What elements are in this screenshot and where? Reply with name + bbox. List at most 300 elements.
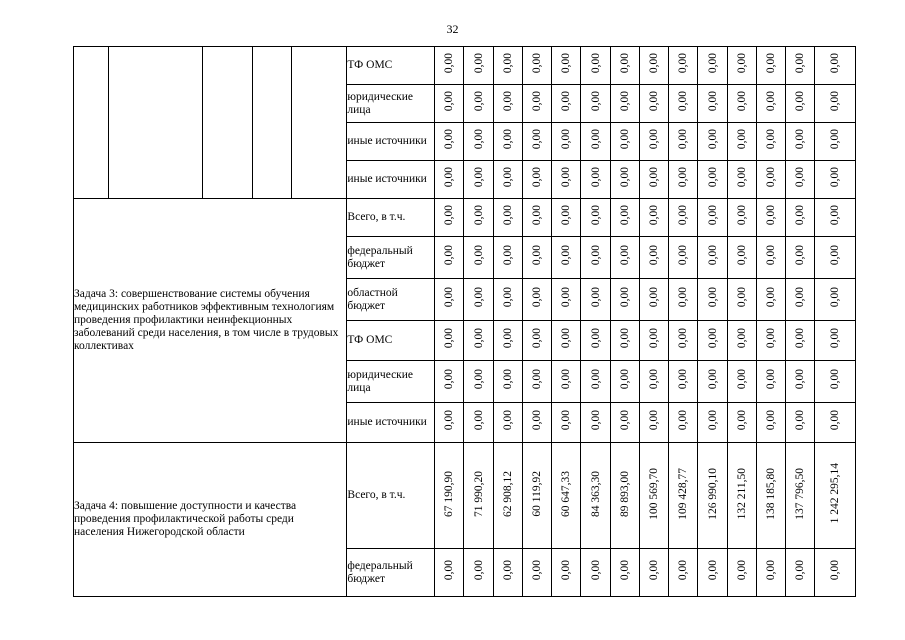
value-cell xyxy=(815,403,856,443)
value-text: 0,00 xyxy=(618,53,631,74)
value-text: 0,00 xyxy=(443,369,456,390)
value-cell xyxy=(727,237,756,279)
value-cell xyxy=(522,549,551,597)
value-cell xyxy=(815,161,856,199)
value-cell xyxy=(581,279,610,321)
value-text: 0,00 xyxy=(501,91,514,112)
value-cell xyxy=(610,161,639,199)
value-cell xyxy=(522,199,551,237)
value-cell xyxy=(669,279,698,321)
value-cell xyxy=(698,85,727,123)
value-text: 0,00 xyxy=(648,167,661,188)
value-text: 0,00 xyxy=(648,91,661,112)
value-text: 0,00 xyxy=(531,369,544,390)
source-label: федеральный бюджет xyxy=(347,549,435,597)
value-cell xyxy=(756,237,785,279)
value-cell xyxy=(493,161,522,199)
value-cell xyxy=(522,279,551,321)
value-text: 0,00 xyxy=(531,129,544,150)
value-text: 0,00 xyxy=(677,129,690,150)
value-cell xyxy=(522,237,551,279)
value-cell xyxy=(581,403,610,443)
value-text: 0,00 xyxy=(765,560,778,581)
value-cell xyxy=(493,85,522,123)
value-text: 100 569,70 xyxy=(648,467,661,520)
value-text: 60 647,33 xyxy=(560,470,573,517)
value-cell xyxy=(756,161,785,199)
value-cell xyxy=(610,47,639,85)
value-text: 0,00 xyxy=(501,287,514,308)
value-text: 1 242 295,14 xyxy=(829,463,842,524)
value-text: 0,00 xyxy=(472,560,485,581)
value-text: 0,00 xyxy=(677,287,690,308)
value-cell xyxy=(639,199,668,237)
value-text: 0,00 xyxy=(765,410,778,431)
value-text: 0,00 xyxy=(560,369,573,390)
value-text: 0,00 xyxy=(677,91,690,112)
value-cell xyxy=(815,443,856,549)
value-cell xyxy=(669,237,698,279)
value-text: 0,00 xyxy=(829,53,842,74)
value-cell xyxy=(669,361,698,403)
value-text: 0,00 xyxy=(677,245,690,266)
value-cell xyxy=(639,161,668,199)
value-text: 0,00 xyxy=(560,245,573,266)
value-text: 0,00 xyxy=(765,369,778,390)
value-cell xyxy=(698,321,727,361)
value-text: 0,00 xyxy=(618,205,631,226)
value-cell xyxy=(552,321,581,361)
source-label: иные источники xyxy=(347,123,435,161)
value-text: 0,00 xyxy=(706,205,719,226)
value-text: 0,00 xyxy=(589,369,602,390)
value-cell xyxy=(435,321,464,361)
value-cell xyxy=(786,361,815,403)
value-text: 0,00 xyxy=(794,129,807,150)
value-cell xyxy=(786,403,815,443)
value-cell xyxy=(786,321,815,361)
value-cell xyxy=(581,85,610,123)
task3-title: Задача 3: совершенствование системы обучения медицинских работников эффективным технологиям проведения профилактики неинфекционных заболеваний среди населения, в том числе в трудовых коллективах xyxy=(74,199,347,443)
value-cell xyxy=(669,199,698,237)
value-text: 0,00 xyxy=(829,245,842,266)
value-text: 138 185,80 xyxy=(765,467,778,520)
value-cell xyxy=(464,403,493,443)
value-text: 0,00 xyxy=(618,91,631,112)
value-cell xyxy=(639,403,668,443)
value-cell xyxy=(756,403,785,443)
value-text: 0,00 xyxy=(560,91,573,112)
value-cell xyxy=(464,161,493,199)
value-cell xyxy=(493,361,522,403)
value-cell xyxy=(464,123,493,161)
value-text: 0,00 xyxy=(829,205,842,226)
value-text: 0,00 xyxy=(648,560,661,581)
value-text: 0,00 xyxy=(589,328,602,349)
budget-table xyxy=(73,46,856,597)
value-cell xyxy=(522,161,551,199)
value-cell xyxy=(815,85,856,123)
source-label: Всего, в т.ч. xyxy=(347,443,435,549)
value-cell xyxy=(639,123,668,161)
value-cell xyxy=(464,47,493,85)
value-cell xyxy=(552,237,581,279)
value-text: 0,00 xyxy=(501,53,514,74)
value-text: 0,00 xyxy=(589,53,602,74)
value-cell xyxy=(786,123,815,161)
source-label: областной бюджет xyxy=(347,279,435,321)
value-text: 0,00 xyxy=(618,328,631,349)
value-cell xyxy=(552,123,581,161)
value-text: 0,00 xyxy=(472,205,485,226)
value-cell xyxy=(581,123,610,161)
value-cell xyxy=(522,443,551,549)
value-text: 0,00 xyxy=(472,129,485,150)
value-cell xyxy=(669,47,698,85)
value-cell xyxy=(786,549,815,597)
value-cell xyxy=(493,47,522,85)
value-text: 0,00 xyxy=(560,167,573,188)
value-text: 0,00 xyxy=(618,560,631,581)
value-cell xyxy=(727,47,756,85)
value-text: 0,00 xyxy=(531,205,544,226)
value-cell xyxy=(581,549,610,597)
value-cell xyxy=(610,199,639,237)
value-cell xyxy=(581,443,610,549)
value-cell xyxy=(698,199,727,237)
value-cell xyxy=(669,443,698,549)
value-cell xyxy=(786,443,815,549)
value-text: 0,00 xyxy=(472,53,485,74)
value-text: 0,00 xyxy=(735,205,748,226)
value-cell xyxy=(581,321,610,361)
value-text: 0,00 xyxy=(735,369,748,390)
value-cell xyxy=(786,47,815,85)
value-text: 0,00 xyxy=(589,287,602,308)
source-label: иные источники xyxy=(347,403,435,443)
value-text: 0,00 xyxy=(677,53,690,74)
value-text: 0,00 xyxy=(829,560,842,581)
value-cell xyxy=(698,47,727,85)
value-cell xyxy=(522,123,551,161)
value-cell xyxy=(464,549,493,597)
value-text: 0,00 xyxy=(735,328,748,349)
value-cell xyxy=(435,199,464,237)
value-text: 0,00 xyxy=(829,287,842,308)
value-cell xyxy=(786,279,815,321)
value-text: 0,00 xyxy=(706,287,719,308)
value-cell xyxy=(786,237,815,279)
value-text: 0,00 xyxy=(735,53,748,74)
value-cell xyxy=(435,85,464,123)
value-cell xyxy=(727,199,756,237)
value-cell xyxy=(552,85,581,123)
value-text: 0,00 xyxy=(531,53,544,74)
value-cell xyxy=(727,361,756,403)
value-text: 0,00 xyxy=(531,410,544,431)
value-text: 0,00 xyxy=(618,129,631,150)
value-cell xyxy=(493,549,522,597)
value-text: 84 363,30 xyxy=(589,470,602,517)
value-text: 0,00 xyxy=(735,91,748,112)
value-text: 0,00 xyxy=(648,410,661,431)
value-cell xyxy=(639,47,668,85)
value-cell xyxy=(756,123,785,161)
value-cell xyxy=(435,123,464,161)
value-cell xyxy=(610,279,639,321)
value-text: 0,00 xyxy=(531,91,544,112)
value-text: 109 428,77 xyxy=(677,467,690,520)
value-text: 0,00 xyxy=(443,205,456,226)
source-label: юридические лица xyxy=(347,85,435,123)
value-text: 0,00 xyxy=(735,129,748,150)
value-cell xyxy=(669,549,698,597)
value-cell xyxy=(435,443,464,549)
table-row xyxy=(74,443,856,549)
value-text: 0,00 xyxy=(706,129,719,150)
value-text: 0,00 xyxy=(765,245,778,266)
value-cell xyxy=(435,361,464,403)
value-cell xyxy=(815,549,856,597)
value-text: 0,00 xyxy=(531,245,544,266)
value-text: 0,00 xyxy=(648,205,661,226)
value-text: 0,00 xyxy=(829,129,842,150)
value-text: 0,00 xyxy=(589,245,602,266)
value-text: 0,00 xyxy=(706,410,719,431)
value-cell xyxy=(464,237,493,279)
value-text: 0,00 xyxy=(531,560,544,581)
value-cell xyxy=(464,361,493,403)
value-text: 0,00 xyxy=(501,328,514,349)
source-label: ТФ ОМС xyxy=(347,47,435,85)
value-cell xyxy=(581,361,610,403)
value-cell xyxy=(552,403,581,443)
value-text: 0,00 xyxy=(765,287,778,308)
value-text: 0,00 xyxy=(648,53,661,74)
value-cell xyxy=(815,279,856,321)
value-text: 0,00 xyxy=(501,410,514,431)
value-text: 71 990,20 xyxy=(472,470,485,517)
value-text: 62 908,12 xyxy=(501,470,514,517)
value-text: 0,00 xyxy=(735,560,748,581)
value-text: 0,00 xyxy=(560,129,573,150)
source-label: иные источники xyxy=(347,161,435,199)
value-cell xyxy=(727,321,756,361)
value-cell xyxy=(610,361,639,403)
value-text: 0,00 xyxy=(794,167,807,188)
value-text: 0,00 xyxy=(560,53,573,74)
value-cell xyxy=(493,237,522,279)
value-cell xyxy=(435,47,464,85)
value-text: 0,00 xyxy=(648,287,661,308)
value-text: 0,00 xyxy=(560,287,573,308)
value-cell xyxy=(669,321,698,361)
value-cell xyxy=(610,443,639,549)
value-text: 0,00 xyxy=(765,167,778,188)
blank-cell xyxy=(109,47,203,199)
value-cell xyxy=(756,443,785,549)
value-text: 0,00 xyxy=(765,129,778,150)
value-cell xyxy=(727,85,756,123)
value-text: 0,00 xyxy=(443,560,456,581)
value-text: 0,00 xyxy=(443,167,456,188)
value-text: 0,00 xyxy=(560,328,573,349)
value-text: 0,00 xyxy=(794,205,807,226)
value-text: 0,00 xyxy=(677,167,690,188)
source-label: ТФ ОМС xyxy=(347,321,435,361)
value-cell xyxy=(786,199,815,237)
value-cell xyxy=(756,279,785,321)
value-cell xyxy=(522,361,551,403)
value-text: 0,00 xyxy=(472,328,485,349)
value-cell xyxy=(756,549,785,597)
value-cell xyxy=(639,549,668,597)
value-text: 0,00 xyxy=(735,167,748,188)
value-cell xyxy=(493,279,522,321)
value-text: 0,00 xyxy=(472,245,485,266)
value-text: 0,00 xyxy=(794,328,807,349)
value-text: 0,00 xyxy=(706,245,719,266)
value-cell xyxy=(522,85,551,123)
value-text: 0,00 xyxy=(735,287,748,308)
value-cell xyxy=(698,443,727,549)
value-text: 0,00 xyxy=(472,369,485,390)
value-cell xyxy=(464,199,493,237)
value-text: 0,00 xyxy=(794,245,807,266)
value-text: 0,00 xyxy=(589,410,602,431)
value-text: 0,00 xyxy=(677,410,690,431)
value-text: 0,00 xyxy=(829,91,842,112)
value-text: 0,00 xyxy=(531,287,544,308)
value-text: 0,00 xyxy=(829,410,842,431)
value-cell xyxy=(639,279,668,321)
value-text: 0,00 xyxy=(706,91,719,112)
value-text: 0,00 xyxy=(618,287,631,308)
value-text: 0,00 xyxy=(472,287,485,308)
value-cell xyxy=(610,237,639,279)
value-text: 0,00 xyxy=(443,287,456,308)
value-cell xyxy=(581,47,610,85)
value-cell xyxy=(464,443,493,549)
value-cell xyxy=(639,85,668,123)
value-cell xyxy=(552,549,581,597)
value-cell xyxy=(669,85,698,123)
value-cell xyxy=(493,199,522,237)
value-text: 137 796,50 xyxy=(794,467,807,520)
value-text: 0,00 xyxy=(443,245,456,266)
source-label: юридические лица xyxy=(347,361,435,403)
value-text: 0,00 xyxy=(443,91,456,112)
value-cell xyxy=(522,403,551,443)
value-text: 0,00 xyxy=(618,369,631,390)
value-cell xyxy=(669,161,698,199)
value-cell xyxy=(727,161,756,199)
blank-cell xyxy=(291,47,346,199)
value-text: 0,00 xyxy=(829,369,842,390)
value-cell xyxy=(610,321,639,361)
value-text: 0,00 xyxy=(735,410,748,431)
value-cell xyxy=(698,279,727,321)
value-text: 0,00 xyxy=(829,328,842,349)
value-cell xyxy=(581,199,610,237)
value-cell xyxy=(815,123,856,161)
blank-cell xyxy=(252,47,291,199)
value-cell xyxy=(698,549,727,597)
blank-cell xyxy=(74,47,109,199)
value-cell xyxy=(639,361,668,403)
value-cell xyxy=(552,47,581,85)
value-cell xyxy=(581,161,610,199)
value-cell xyxy=(435,161,464,199)
value-cell xyxy=(815,361,856,403)
value-text: 0,00 xyxy=(589,167,602,188)
value-text: 0,00 xyxy=(560,560,573,581)
value-text: 0,00 xyxy=(443,328,456,349)
value-cell xyxy=(493,443,522,549)
value-cell xyxy=(756,361,785,403)
value-text: 0,00 xyxy=(443,53,456,74)
value-cell xyxy=(698,403,727,443)
value-cell xyxy=(786,161,815,199)
value-text: 0,00 xyxy=(794,91,807,112)
value-text: 67 190,90 xyxy=(443,470,456,517)
value-text: 0,00 xyxy=(677,369,690,390)
value-cell xyxy=(493,123,522,161)
value-cell xyxy=(435,237,464,279)
task4-title: Задача 4: повышение доступности и качества проведения профилактической работы среди населения Нижегородской области xyxy=(74,443,347,597)
value-cell xyxy=(815,237,856,279)
value-cell xyxy=(639,237,668,279)
value-text: 0,00 xyxy=(648,245,661,266)
value-cell xyxy=(639,443,668,549)
value-text: 0,00 xyxy=(501,129,514,150)
value-cell xyxy=(552,161,581,199)
value-text: 0,00 xyxy=(472,167,485,188)
value-text: 0,00 xyxy=(443,410,456,431)
table-row xyxy=(74,47,856,85)
value-text: 0,00 xyxy=(618,167,631,188)
value-text: 126 990,10 xyxy=(706,467,719,520)
value-cell xyxy=(552,279,581,321)
value-cell xyxy=(756,47,785,85)
value-cell xyxy=(435,403,464,443)
value-text: 0,00 xyxy=(765,328,778,349)
value-text: 0,00 xyxy=(589,205,602,226)
value-cell xyxy=(698,123,727,161)
value-text: 0,00 xyxy=(501,245,514,266)
value-text: 0,00 xyxy=(648,129,661,150)
value-cell xyxy=(815,47,856,85)
value-text: 0,00 xyxy=(472,91,485,112)
value-cell xyxy=(610,123,639,161)
value-cell xyxy=(552,361,581,403)
value-cell xyxy=(522,47,551,85)
value-cell xyxy=(727,123,756,161)
value-cell xyxy=(493,321,522,361)
value-text: 0,00 xyxy=(677,560,690,581)
value-cell xyxy=(727,443,756,549)
value-text: 60 119,92 xyxy=(531,470,544,517)
value-cell xyxy=(464,279,493,321)
value-text: 0,00 xyxy=(765,53,778,74)
value-text: 0,00 xyxy=(501,560,514,581)
source-label: Всего, в т.ч. xyxy=(347,199,435,237)
value-cell xyxy=(552,199,581,237)
value-text: 0,00 xyxy=(501,167,514,188)
value-cell xyxy=(756,199,785,237)
value-cell xyxy=(464,321,493,361)
value-cell xyxy=(815,321,856,361)
